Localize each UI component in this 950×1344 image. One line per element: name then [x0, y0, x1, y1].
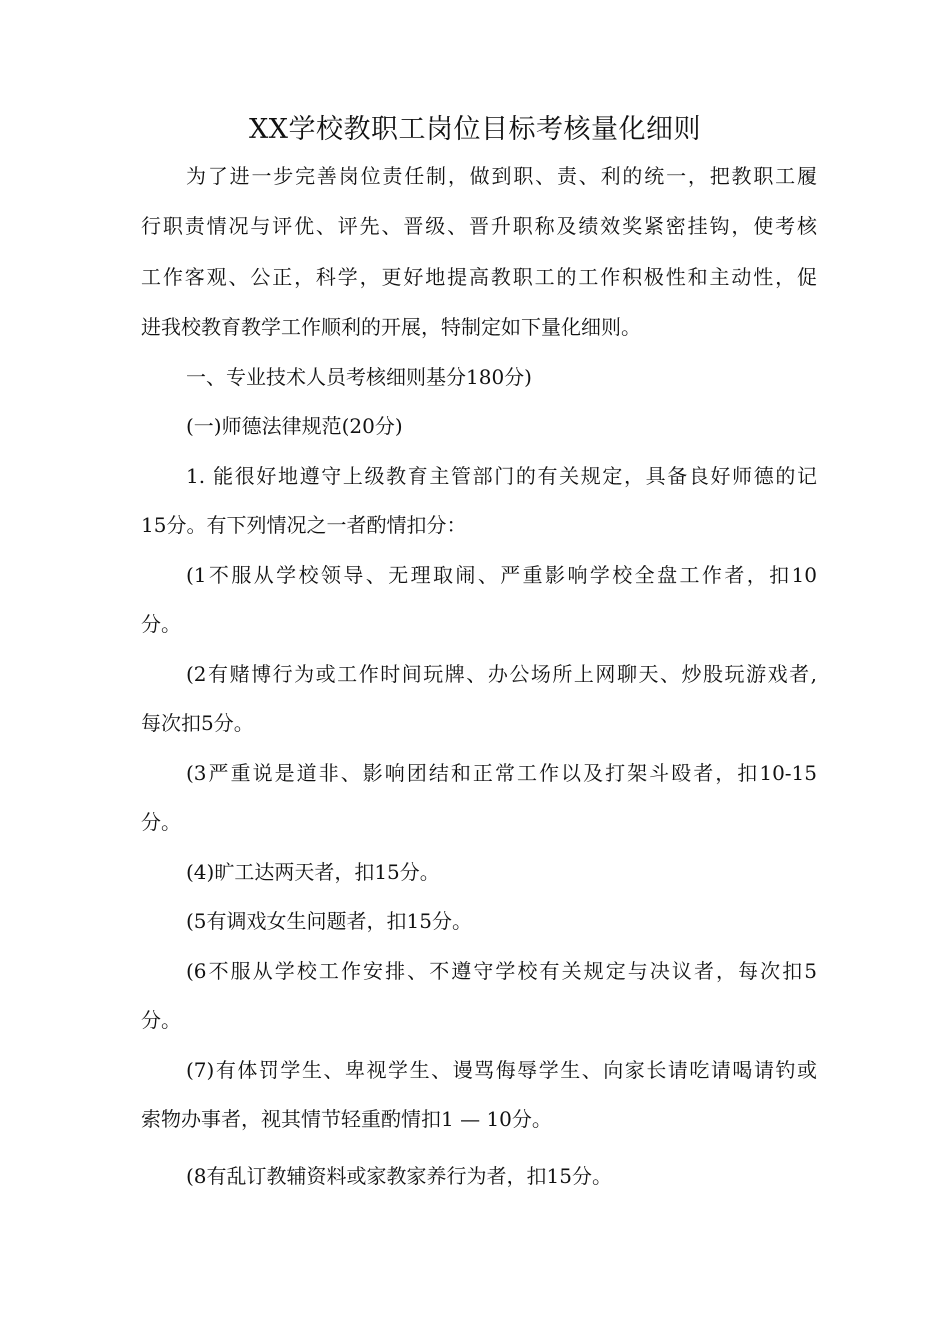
text-line: 为了进一步完善岗位责任制，做到职、责、利的统一，把教职工履: [186, 164, 817, 188]
list-item: (6不服从学校工作安排、不遵守学校有关规定与决议者，每次扣5: [186, 959, 817, 983]
text-line: 分。: [141, 810, 181, 834]
text-line: 15分。有下列情况之一者酌情扣分：: [141, 513, 467, 537]
list-item: (4)旷工达两天者，扣15分。: [186, 860, 440, 884]
text-line: 1. 能很好地遵守上级教育主管部门的有关规定，具备良好师德的记: [186, 464, 817, 488]
text-line: 每次扣5分。: [141, 711, 254, 735]
list-item: (1不服从学校领导、无理取闹、严重影响学校全盘工作者，扣10: [186, 563, 817, 587]
text-line: 工作客观、公正，科学，更好地提高教职工的工作积极性和主动性，促: [141, 265, 817, 289]
list-item: (8有乱订教辅资料或家教家养行为者，扣15分。: [186, 1164, 612, 1188]
document-title: XX学校教职工岗位目标考核量化细则: [249, 114, 701, 145]
subsection-heading: (一)师德法律规范(20分): [186, 414, 403, 438]
text-line: 分。: [141, 1008, 181, 1032]
list-item: (7)有体罚学生、卑视学生、谩骂侮辱学生、向家长请吃请喝请钓或: [186, 1058, 817, 1082]
list-item: (2有赌博行为或工作时间玩牌、办公场所上网聊天、炒股玩游戏者,: [186, 662, 817, 686]
section-heading: 一、专业技术人员考核细则基分180分): [186, 365, 532, 389]
text-line: 行职责情况与评优、评先、晋级、晋升职称及绩效奖紧密挂钩，使考核: [141, 214, 817, 238]
text-line: 分。: [141, 612, 181, 636]
list-item: (3严重说是道非、影响团结和正常工作以及打架斗殴者，扣10-15: [186, 761, 817, 785]
text-line: 进我校教育教学工作顺利的开展，特制定如下量化细则。: [141, 315, 641, 339]
list-item: (5有调戏女生问题者，扣15分。: [186, 909, 472, 933]
text-line: 索物办事者，视其情节轻重酌情扣1 — 10分。: [141, 1107, 552, 1131]
